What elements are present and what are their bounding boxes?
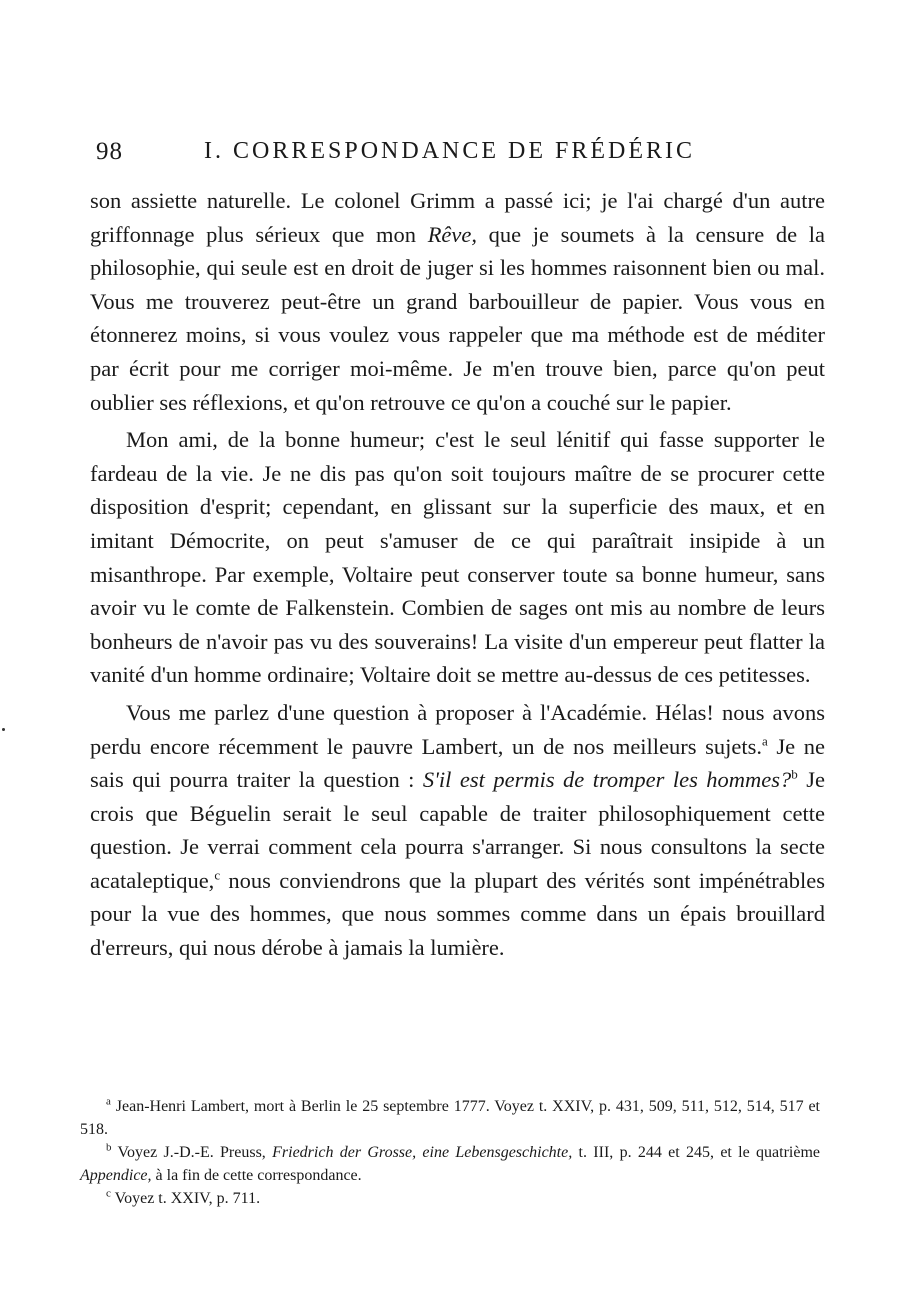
paragraph-3-text-4: nous conviendrons que la plupart des vérités sont impénétrables pour la vue des hommes, que nous sommes comme dans un épais brouillard d'erreurs, qui nous dérobe à jamais la lumière.: [90, 867, 825, 961]
paragraph-2: [90, 423, 825, 692]
main-text: [90, 184, 825, 969]
footnote-b-text-1: Voyez J.-D.-E. Preuss,: [111, 1144, 273, 1161]
paragraph-2-text: Mon ami, de la bonne humeur; c'est le seul lénitif qui fasse supporter le fardeau de la vie. Je ne dis pas qu'on soit toujours maître de se procurer cette disposition d'esprit; cependant, en glissant sur la superficie des maux, et en imitant Démocrite, on peut s'amuser de ce qui paraîtrait insipide à un misanthrope. Par exemple, Voltaire peut conserver toute sa bonne humeur, sans avoir vu le comte de Falkenstein. Combien de sages ont mis au nombre de leurs bonheurs de n'avoir pas vu des souverains! La visite d'un empereur peut flatter la vanité d'un homme ordinaire; Voltaire doit se mettre au-dessus de ces petitesses.: [90, 427, 825, 688]
paragraph-1-text-2: que je soumets à la censure de la philosophie, qui seule est en droit de juger si les hommes raisonnent bien ou mal. Vous me trouverez peut-être un grand barbouilleur de papier. Vous vous en étonnerez moins, si vous voulez vous rappeler que ma méthode est de méditer par écrit pour me corriger moi-même. Je m'en trouve bien, parce qu'on peut oublier ses réflexions, et qu'on retrouve ce qu'on a couché sur le papier.: [90, 221, 825, 415]
footnote-a-mark: a: [106, 1095, 111, 1108]
footnote-b-italic-appendice: Appendice,: [80, 1166, 152, 1184]
paragraph-1-text-1: son assiette naturelle. Le colonel Grimm a passé ici; je l'ai chargé d'un autre griffonnage plus sérieux que mon: [90, 188, 825, 247]
footnote-b-mark: b: [106, 1141, 112, 1154]
paragraph-3-italic-question: S'il est permis de tromper les hommes?: [422, 767, 792, 793]
running-title: I. CORRESPONDANCE DE FRÉDÉRIC: [204, 138, 696, 164]
page-header: [96, 138, 826, 170]
paragraph-3-text-3: Je crois que Béguelin serait le seul capable de traiter philosophiquement cette question. Je verrai comment cela pourra s'arranger. Si nous consultons la secte acataleptique,: [90, 767, 825, 893]
page-number: 98: [96, 138, 123, 165]
footnote-c-text: Voyez t. XXIV, p. 711.: [110, 1190, 261, 1207]
footnote-c: [80, 1188, 820, 1211]
footnote-a-text: Jean-Henri Lambert, mort à Berlin le 25 septembre 1777. Voyez t. XXIV, p. 431, 509, 511, 512, 514, 517 et 518.: [80, 1098, 820, 1138]
footnote-ref-b: b: [791, 766, 798, 782]
paragraph-3-text-2: Je ne sais qui pourra traiter la question :: [90, 733, 825, 793]
footnote-ref-c: c: [214, 867, 221, 883]
footnote-b: [80, 1142, 820, 1187]
footnote-ref-a: a: [762, 733, 768, 748]
paragraph-3: [90, 696, 825, 965]
footnotes: [80, 1096, 820, 1212]
margin-speck: [2, 728, 5, 731]
footnote-c-mark: c: [106, 1187, 111, 1200]
footnote-b-italic-title: Friedrich der Grosse, eine Lebensgeschichte,: [272, 1144, 573, 1161]
paragraph-1: [90, 184, 825, 419]
footnote-b-text-2: t. III, p. 244 et 245, et le quatrième: [572, 1144, 821, 1161]
footnote-a: [80, 1096, 820, 1141]
footnote-b-text-3: à la fin de cette correspondance.: [151, 1166, 362, 1184]
paragraph-1-italic-reve: Rêve,: [427, 221, 478, 247]
paragraph-3-text-1: Vous me parlez d'une question à proposer à l'Académie. Hélas! nous avons perdu encore récemment le pauvre Lambert, un de nos meilleurs sujets.: [90, 699, 825, 759]
